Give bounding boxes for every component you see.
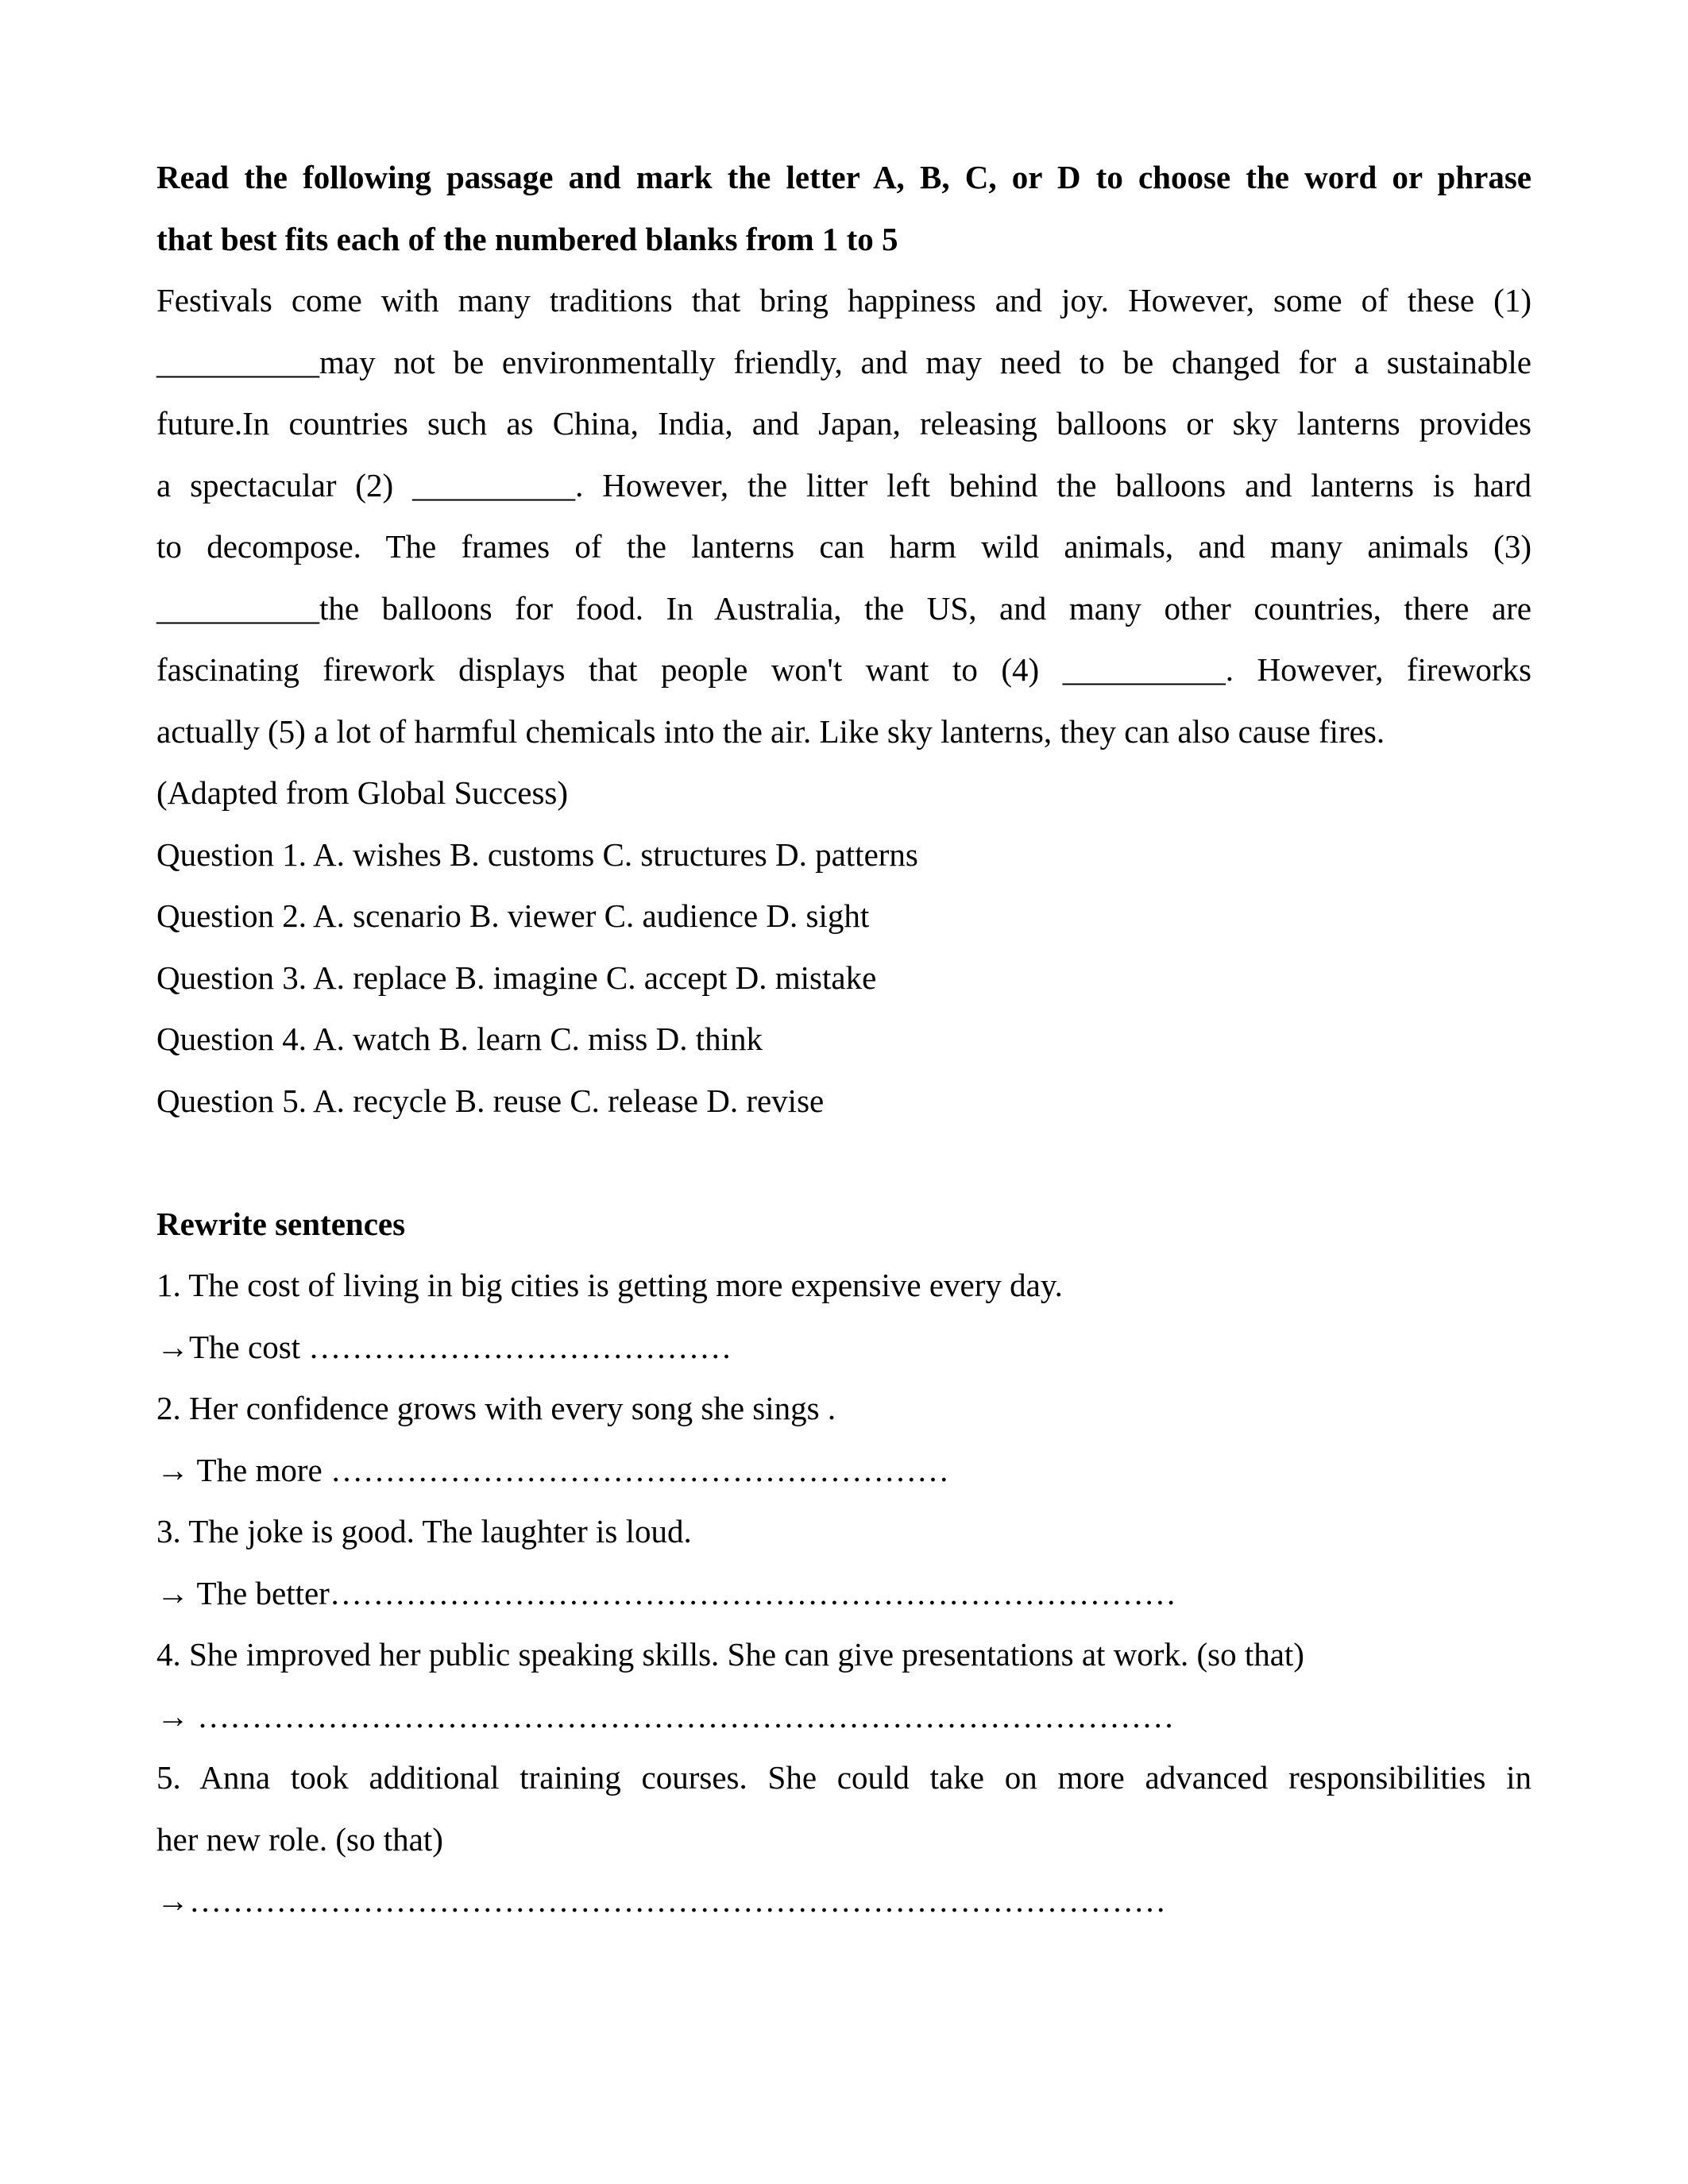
question-5: Question 5. A. recycle B. reuse C. release D. revise: [156, 1082, 825, 1119]
passage-line-2: __________may not be environmentally friendly, and may need to be changed for a sustainable: [156, 343, 1532, 380]
passage-source: (Adapted from Global Success): [156, 774, 569, 811]
passage-line-5: to decompose. The frames of the lanterns can harm wild animals, and many animals (3): [156, 528, 1532, 565]
passage-line-6: __________the balloons for food. In Australia, the US, and many other countries, there are: [156, 589, 1532, 627]
rewrite-prompt-5-line-2: her new role. (so that): [156, 1820, 443, 1858]
reading-heading-line-2: that best fits each of the numbered blanks from 1 to 5: [156, 220, 898, 257]
question-3: Question 3. A. replace B. imagine C. accept D. mistake: [156, 959, 877, 996]
question-4: Question 4. A. watch B. learn C. miss D. think: [156, 1021, 763, 1057]
question-1: Question 1. A. wishes B. customs C. structures D. patterns: [156, 835, 918, 873]
rewrite-prompt-2: 2. Her confidence grows with every song she sings .: [156, 1390, 836, 1426]
worksheet-page: [156, 147, 1532, 1932]
rewrite-answer-2: → The more …………………………………………………: [156, 1451, 949, 1488]
rewrite-answer-3: → The better……………………………………………………………………: [156, 1574, 1176, 1611]
passage-line-8: actually (5) a lot of harmful chemicals into the air. Like sky lanterns, they can also cause fires.: [156, 712, 1385, 750]
rewrite-answer-5: →………………………………………………………………………………: [156, 1882, 1166, 1919]
rewrite-prompt-3: 3. The joke is good. The laughter is loud.: [156, 1513, 692, 1549]
rewrite-prompt-1: 1. The cost of living in big cities is getting more expensive every day.: [156, 1267, 1063, 1303]
rewrite-prompt-4: 4. She improved her public speaking skills. She can give presentations at work. (so that): [156, 1636, 1304, 1673]
rewrite-prompt-5-line-1: 5. Anna took additional training courses. She could take on more advanced responsibilities in: [156, 1759, 1532, 1796]
passage-line-7: fascinating firework displays that people won't want to (4) __________. However, fireworks: [156, 651, 1532, 688]
rewrite-answer-1: →The cost …………………………………: [156, 1328, 732, 1365]
reading-heading-line-1: Read the following passage and mark the letter A, B, C, or D to choose the word or phrase: [156, 159, 1532, 195]
rewrite-answer-4: → ………………………………………………………………………………: [156, 1697, 1175, 1734]
rewrite-heading: Rewrite sentences: [156, 1205, 406, 1242]
passage-line-1: Festivals come with many traditions that bring happiness and joy. However, some of these (1): [156, 282, 1532, 318]
section-spacer: [156, 1132, 1532, 1194]
passage-line-4: a spectacular (2) __________. However, the litter left behind the balloons and lanterns is hard: [156, 466, 1532, 504]
question-2: Question 2. A. scenario B. viewer C. audience D. sight: [156, 897, 870, 934]
passage-line-3: future.In countries such as China, India, and Japan, releasing balloons or sky lanterns provides: [156, 405, 1532, 442]
